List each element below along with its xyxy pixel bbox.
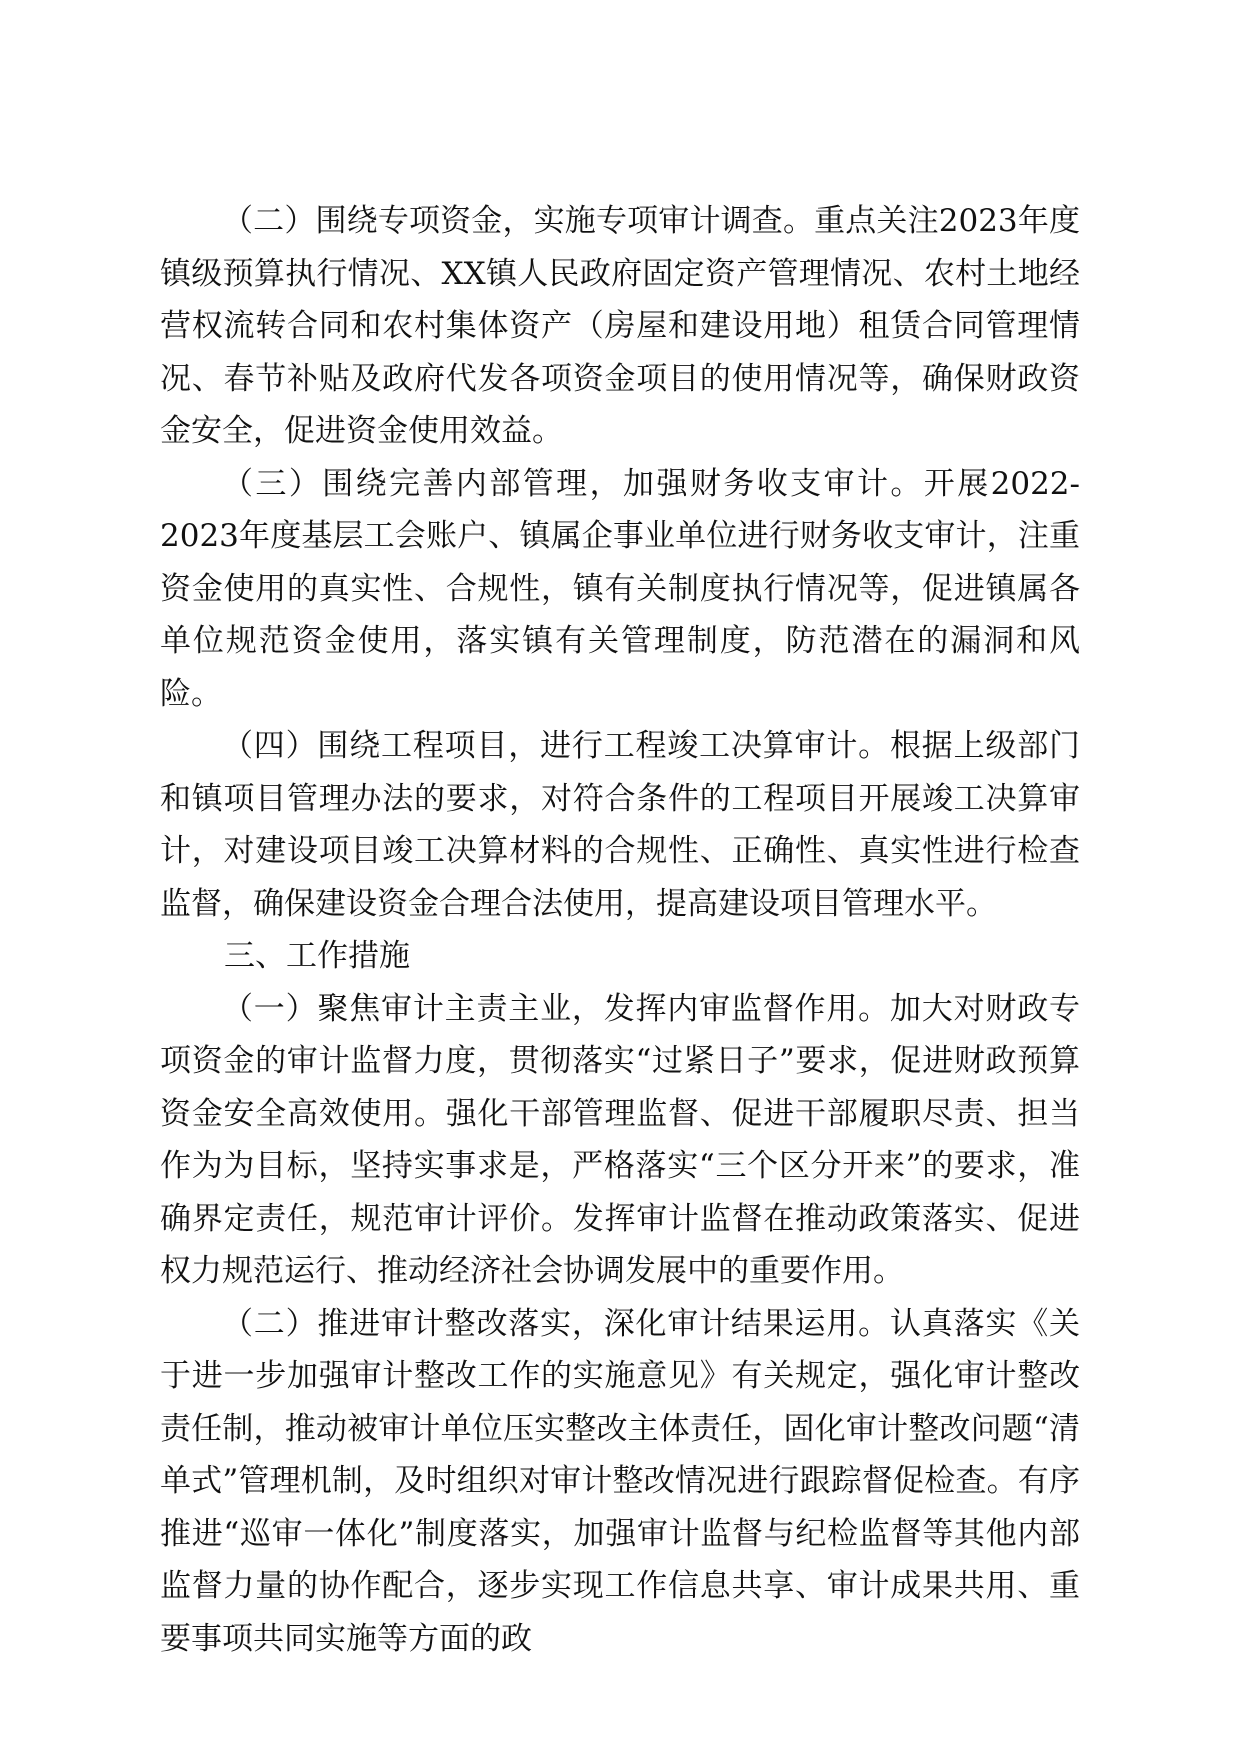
paragraph-measure-focus xyxy=(160,983,1080,1298)
paragraph-lead: （一）聚焦审计主责主业，发挥内审监督作用。 xyxy=(222,990,890,1027)
paragraph-body: 重点关注2023年度镇级预算执行情况、XX镇人民政府固定资产管理情况、农村土地经营权流转合同和农村集体资产（房屋和建设用地）租赁合同管理情况、春节补贴及政府代发各项资金项目的使用情况等，确保财政资金安全，促进资金使用效益。 xyxy=(160,203,1080,449)
paragraph-engineering-projects xyxy=(160,720,1080,930)
paragraph-special-funds xyxy=(160,195,1080,458)
paragraph-measure-rectification xyxy=(160,1298,1080,1666)
paragraph-lead: （四）围绕工程项目，进行工程竣工决算审计。 xyxy=(222,728,890,764)
paragraph-internal-management xyxy=(160,458,1080,721)
paragraph-body: 根据上级部门和镇项目管理办法的要求，对符合条件的工程项目开展竣工决算审计，对建设项目竣工决算材料的合规性、正确性、真实性进行检查监督，确保建设资金合理合法使用，提高建设项目管理水平。 xyxy=(160,728,1081,922)
paragraph-lead: （三）围绕完善内部管理，加强财务收支审计。 xyxy=(222,465,924,502)
section-heading: 三、工作措施 xyxy=(224,938,410,974)
paragraph-body: 认真落实《关于进一步加强审计整改工作的实施意见》有关规定，强化审计整改责任制，推动被审计单位压实整改主体责任，固化审计整改问题“清单式”管理机制，及时组织对审计整改情况进行跟踪督促检查。有序推进“巡审一体化”制度落实，加强审计监督与纪检监督等其他内部监督力量的协作配合，逐步实现工作信息共享、审计成果共用、重要事项共同实施等方面的政 xyxy=(160,1305,1081,1657)
paragraph-body: 加大对财政专项资金的审计监督力度，贯彻落实“过紧日子”要求，促进财政预算资金安全高效使用。强化干部管理监督、促进干部履职尽责、担当作为为目标，坚持实事求是，严格落实“三个区分开来”的要求，准确界定责任，规范审计评价。发挥审计监督在推动政策落实、促进权力规范运行、推动经济社会协调发展中的重要作用。 xyxy=(160,990,1081,1289)
paragraph-lead: （二）围绕专项资金，实施专项审计调查。 xyxy=(222,203,815,239)
paragraph-body: 开展2022-2023年度基层工会账户、镇属企事业单位进行财务收支审计，注重资金使用的真实性、合规性，镇有关制度执行情况等，促进镇属各单位规范资金使用，落实镇有关管理制度，防范潜在的漏洞和风险。 xyxy=(160,465,1081,712)
paragraph-lead: （二）推进审计整改落实，深化审计结果运用。 xyxy=(222,1305,890,1342)
document-page xyxy=(160,195,1080,1665)
